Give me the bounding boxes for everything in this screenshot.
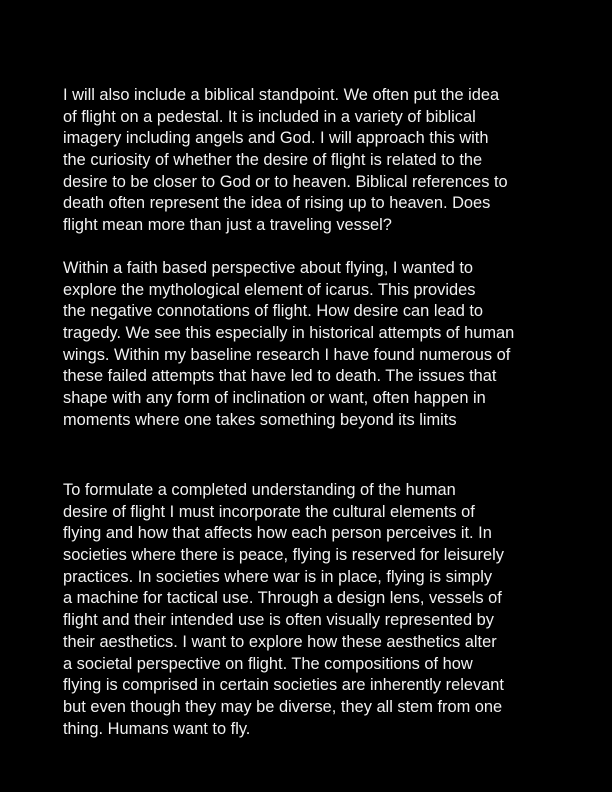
paragraph-biblical-standpoint bbox=[63, 85, 563, 237]
text-line: death often represent the idea of rising up to heaven. Does bbox=[63, 194, 491, 213]
text-line: Within a faith based perspective about flying, I wanted to bbox=[63, 259, 474, 277]
text-line: thing. Humans want to fly. bbox=[63, 719, 251, 738]
text-line: flying is comprised in certain societies are inherently relevant bbox=[63, 676, 504, 695]
text-line: wings. Within my baseline research I have found numerous of bbox=[63, 345, 511, 364]
text-line: tragedy. We see this especially in historical attempts of human bbox=[63, 324, 515, 343]
text-line: the negative connotations of flight. How desire can lead to bbox=[63, 302, 484, 321]
text-line: of flight on a pedestal. It is included in a variety of biblical bbox=[63, 107, 476, 126]
text-line: a societal perspective on flight. The compositions of how bbox=[63, 654, 473, 673]
text-line: desire to be closer to God or to heaven. Biblical references to bbox=[63, 172, 508, 191]
text-line: explore the mythological element of icarus. This provides bbox=[63, 280, 476, 299]
text-line: societies where there is peace, flying is reserved for leisurely bbox=[63, 546, 504, 565]
text-line: shape with any form of inclination or want, often happen in bbox=[63, 389, 486, 408]
text-line: a machine for tactical use. Through a design lens, vessels of bbox=[63, 589, 502, 608]
paragraph-cultural-elements bbox=[63, 480, 563, 740]
text-line: flight mean more than just a traveling vessel? bbox=[63, 216, 392, 235]
text-line: To formulate a completed understanding of the human bbox=[63, 481, 456, 499]
text-line: the curiosity of whether the desire of flight is related to the bbox=[63, 151, 483, 170]
text-line: their aesthetics. I want to explore how these aesthetics alter bbox=[63, 632, 497, 651]
text-line: flight and their intended use is often visually represented by bbox=[63, 611, 494, 630]
text-line: I will also include a biblical standpoint. We often put the idea bbox=[63, 86, 500, 104]
text-line: practices. In societies where war is in place, flying is simply bbox=[63, 567, 493, 586]
text-line: imagery including angels and God. I will approach this with bbox=[63, 129, 489, 148]
text-line: moments where one takes something beyond its limits bbox=[63, 410, 457, 429]
text-line: but even though they may be diverse, they all stem from one bbox=[63, 697, 503, 716]
text-line: these failed attempts that have led to death. The issues that bbox=[63, 367, 497, 386]
text-line: flying and how that affects how each person perceives it. In bbox=[63, 524, 492, 543]
text-line: desire of flight I must incorporate the cultural elements of bbox=[63, 502, 475, 521]
paragraph-faith-perspective bbox=[63, 258, 563, 432]
